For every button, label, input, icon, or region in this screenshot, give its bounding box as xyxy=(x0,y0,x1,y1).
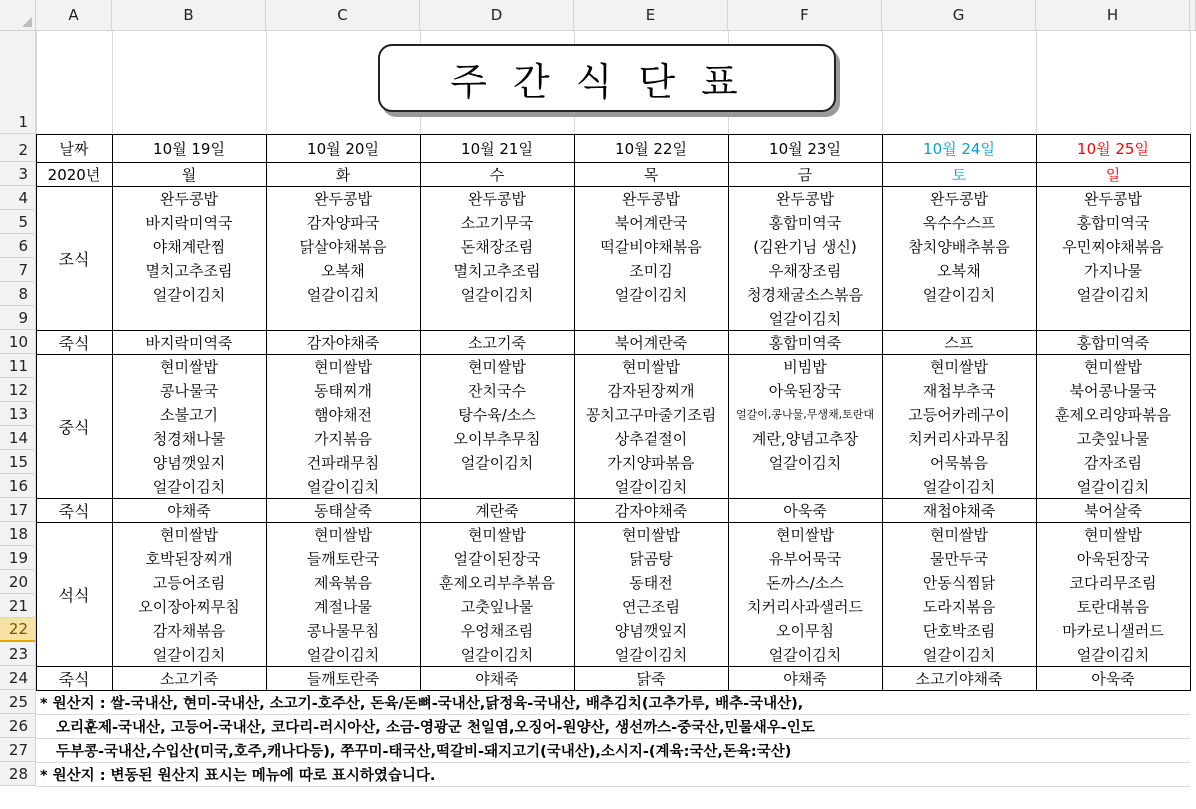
meal-label-dinner[interactable]: 석식 xyxy=(58,585,90,605)
breakfast-menu-item[interactable]: (김완기님 생신) xyxy=(753,237,857,256)
breakfast-menu-item[interactable]: 멸치고추조림 xyxy=(145,261,233,280)
dinner-menu-item[interactable]: 얼갈이김치 xyxy=(614,645,688,664)
porridge-item[interactable]: 홍합미역죽 xyxy=(768,333,842,352)
column-header-d[interactable]: D xyxy=(420,0,574,31)
porridge-item[interactable]: 감자야채죽 xyxy=(614,501,688,520)
lunch-menu-item[interactable]: 현미쌀밥 xyxy=(622,357,680,376)
row-header-7[interactable]: 7 xyxy=(0,258,36,282)
breakfast-menu-item[interactable]: 완두콩밥 xyxy=(314,189,372,208)
porridge-item[interactable]: 야채죽 xyxy=(167,501,211,520)
breakfast-menu-item[interactable]: 소고기무국 xyxy=(460,213,534,232)
column-header-c[interactable]: C xyxy=(266,0,420,31)
gridline xyxy=(266,31,267,134)
porridge-item[interactable]: 들깨토란죽 xyxy=(306,669,380,688)
year-label[interactable]: 2020년 xyxy=(47,165,101,184)
lunch-menu-item[interactable]: 얼갈이김치 xyxy=(152,477,226,496)
dinner-menu-item[interactable]: 얼갈이김치 xyxy=(768,645,842,664)
dinner-menu-item[interactable]: 물만두국 xyxy=(930,549,988,568)
row-header-16[interactable]: 16 xyxy=(0,474,36,498)
porridge-item[interactable]: 북어살죽 xyxy=(1084,501,1142,520)
porridge-item[interactable]: 홍합미역죽 xyxy=(1076,333,1150,352)
column-header-f[interactable]: F xyxy=(728,0,882,31)
gridline xyxy=(36,786,1190,787)
gridline xyxy=(112,31,113,134)
breakfast-menu-item[interactable]: 야채계란찜 xyxy=(152,237,226,256)
row-header-6[interactable]: 6 xyxy=(0,234,36,258)
lunch-menu-item[interactable]: 얼갈이김치 xyxy=(614,477,688,496)
gridline xyxy=(36,31,37,134)
lunch-menu-item[interactable]: 햄야채전 xyxy=(314,405,372,424)
dinner-menu-item[interactable]: 토란대볶음 xyxy=(1076,597,1150,616)
row-header-11[interactable]: 11 xyxy=(0,354,36,378)
dinner-menu-item[interactable]: 현미쌀밥 xyxy=(622,525,680,544)
lunch-menu-item[interactable] xyxy=(728,474,882,498)
weekday-cell[interactable]: 수 xyxy=(489,165,505,184)
dinner-menu-item[interactable]: 얼갈이김치 xyxy=(922,645,996,664)
lunch-menu-item[interactable]: 현미쌀밥 xyxy=(314,357,372,376)
lunch-menu-item[interactable]: 계란,양념고추장 xyxy=(751,429,859,448)
dinner-menu-item[interactable]: 오이장아찌무침 xyxy=(138,597,240,616)
porridge-item[interactable]: 아욱죽 xyxy=(1091,669,1135,688)
lunch-menu-item[interactable]: 재첩부추국 xyxy=(922,381,996,400)
lunch-menu-item[interactable]: 현미쌀밥 xyxy=(1084,357,1142,376)
select-all-corner[interactable] xyxy=(0,0,36,31)
lunch-menu-item[interactable]: 꽁치고구마줄기조림 xyxy=(585,405,717,424)
breakfast-menu-item[interactable]: 얼갈이김치 xyxy=(306,285,380,304)
date-cell[interactable]: 10월 19일 xyxy=(153,139,225,158)
breakfast-menu-item[interactable]: 옥수수스프 xyxy=(922,213,996,232)
row-header-22[interactable]: 22 xyxy=(0,618,36,642)
dinner-menu-item[interactable]: 고춧잎나물 xyxy=(460,597,534,616)
breakfast-menu-item[interactable]: 오복채 xyxy=(321,261,365,280)
page-title: 주간식단표 xyxy=(378,44,836,112)
lunch-menu-item[interactable]: 얼갈이김치 xyxy=(306,477,380,496)
meal-label-porridge[interactable]: 죽식 xyxy=(58,333,90,353)
date-cell[interactable]: 10월 24일 xyxy=(923,139,995,158)
dinner-menu-item[interactable]: 현미쌀밥 xyxy=(160,525,218,544)
row-header-10[interactable]: 10 xyxy=(0,330,36,354)
lunch-menu-item[interactable]: 얼갈이김치 xyxy=(1076,477,1150,496)
dinner-menu-item[interactable]: 현미쌀밥 xyxy=(930,525,988,544)
weekday-cell[interactable]: 화 xyxy=(335,165,351,184)
weekday-cell[interactable]: 금 xyxy=(797,165,813,184)
porridge-item[interactable]: 바지락미역죽 xyxy=(145,333,233,352)
porridge-item[interactable]: 소고기죽 xyxy=(468,333,526,352)
breakfast-menu-item[interactable]: 얼갈이김치 xyxy=(460,285,534,304)
breakfast-menu-item[interactable]: 얼갈이김치 xyxy=(922,285,996,304)
porridge-item[interactable]: 재첩야채죽 xyxy=(922,501,996,520)
row-header-1[interactable]: 1 xyxy=(0,31,36,134)
gridline xyxy=(882,31,883,134)
weekday-cell[interactable]: 월 xyxy=(181,165,197,184)
row-header-4[interactable]: 4 xyxy=(0,186,36,210)
lunch-menu-item[interactable]: 가지양파볶음 xyxy=(607,453,695,472)
column-header-g[interactable]: G xyxy=(882,0,1036,31)
breakfast-menu-item[interactable] xyxy=(112,306,266,330)
date-cell[interactable]: 10월 22일 xyxy=(615,139,687,158)
lunch-menu-item[interactable]: 얼갈이김치 xyxy=(460,453,534,472)
breakfast-menu-item[interactable]: 완두콩밥 xyxy=(776,189,834,208)
porridge-item[interactable]: 계란죽 xyxy=(475,501,519,520)
porridge-item[interactable]: 감자야채죽 xyxy=(306,333,380,352)
dinner-menu-item[interactable]: 들깨토란국 xyxy=(306,549,380,568)
row-header-24[interactable]: 24 xyxy=(0,666,36,690)
dinner-menu-item[interactable]: 훈제오리부추볶음 xyxy=(439,573,555,592)
dinner-menu-item[interactable]: 현미쌀밥 xyxy=(314,525,372,544)
dinner-menu-item[interactable]: 유부어묵국 xyxy=(768,549,842,568)
breakfast-menu-item[interactable]: 청경채굴소스볶음 xyxy=(747,285,863,304)
date-cell[interactable]: 10월 25일 xyxy=(1077,139,1149,158)
lunch-menu-item[interactable]: 탕수육/소스 xyxy=(458,405,536,424)
lunch-menu-item[interactable]: 잔치국수 xyxy=(468,381,526,400)
row-header-17[interactable]: 17 xyxy=(0,498,36,522)
breakfast-menu-item[interactable]: 북어계란국 xyxy=(614,213,688,232)
column-header-b[interactable]: B xyxy=(112,0,266,31)
breakfast-menu-item[interactable]: 오복채 xyxy=(937,261,981,280)
breakfast-menu-item[interactable]: 완두콩밥 xyxy=(1084,189,1142,208)
column-header-h[interactable]: H xyxy=(1036,0,1190,31)
row-header-15[interactable]: 15 xyxy=(0,450,36,474)
row-header-25[interactable]: 25 xyxy=(0,690,36,714)
breakfast-menu-item[interactable]: 얼갈이김치 xyxy=(768,309,842,328)
porridge-item[interactable]: 동태살죽 xyxy=(314,501,372,520)
row-header-14[interactable]: 14 xyxy=(0,426,36,450)
breakfast-menu-item[interactable] xyxy=(574,306,728,330)
lunch-menu-item[interactable]: 건파래무침 xyxy=(306,453,380,472)
dinner-menu-item[interactable]: 도라지볶음 xyxy=(922,597,996,616)
row-header-28[interactable]: 28 xyxy=(0,762,36,786)
select-all-triangle-icon xyxy=(22,17,32,27)
lunch-menu-item[interactable]: 현미쌀밥 xyxy=(468,357,526,376)
dinner-menu-item[interactable]: 치커리사과샐러드 xyxy=(747,597,863,616)
row-header-13[interactable]: 13 xyxy=(0,402,36,426)
row-header-23[interactable]: 23 xyxy=(0,642,36,666)
breakfast-menu-item[interactable]: 완두콩밥 xyxy=(930,189,988,208)
meal-label-breakfast[interactable]: 조식 xyxy=(58,249,90,269)
lunch-menu-item[interactable]: 고춧잎나물 xyxy=(1076,429,1150,448)
lunch-menu-item[interactable]: 얼갈이,콩나물,무생채,토란대 xyxy=(735,408,874,421)
breakfast-menu-item[interactable]: 멸치고추조림 xyxy=(453,261,541,280)
meal-label-porridge[interactable]: 죽식 xyxy=(58,669,90,689)
dinner-menu-item[interactable]: 얼갈이김치 xyxy=(1076,645,1150,664)
dinner-menu-item[interactable]: 현미쌀밥 xyxy=(776,525,834,544)
breakfast-menu-item[interactable]: 홍합미역국 xyxy=(1076,213,1150,232)
lunch-menu-item[interactable]: 오이부추무침 xyxy=(453,429,541,448)
breakfast-menu-item[interactable]: 가지나물 xyxy=(1084,261,1142,280)
weekday-cell[interactable]: 목 xyxy=(643,165,659,184)
date-label[interactable]: 날짜 xyxy=(59,139,89,158)
porridge-item[interactable]: 북어계란죽 xyxy=(614,333,688,352)
lunch-menu-item[interactable]: 상추겉절이 xyxy=(614,429,688,448)
porridge-item[interactable]: 닭죽 xyxy=(636,669,666,688)
lunch-menu-item[interactable]: 청경채나물 xyxy=(152,429,226,448)
gridline xyxy=(1190,31,1191,134)
lunch-menu-item[interactable]: 현미쌀밥 xyxy=(930,357,988,376)
gridline xyxy=(1036,31,1037,134)
column-header-a[interactable]: A xyxy=(36,0,112,31)
lunch-menu-item[interactable]: 얼갈이김치 xyxy=(768,453,842,472)
weekday-cell[interactable]: 토 xyxy=(951,165,967,184)
lunch-menu-item[interactable]: 가지볶음 xyxy=(314,429,372,448)
row-header-9[interactable]: 9 xyxy=(0,306,36,330)
porridge-item[interactable]: 야채죽 xyxy=(475,669,519,688)
dinner-menu-item[interactable]: 고등어조림 xyxy=(152,573,226,592)
meal-label-porridge[interactable]: 죽식 xyxy=(58,501,90,521)
dinner-menu-item[interactable]: 오이무침 xyxy=(776,621,834,640)
weekday-cell[interactable]: 일 xyxy=(1105,165,1121,184)
dinner-menu-item[interactable]: 닭곰탕 xyxy=(629,549,673,568)
breakfast-menu-item[interactable] xyxy=(1036,306,1190,330)
dinner-menu-item[interactable]: 얼갈이김치 xyxy=(460,645,534,664)
dinner-menu-item[interactable]: 콩나물무침 xyxy=(306,621,380,640)
breakfast-menu-item[interactable]: 완두콩밥 xyxy=(160,189,218,208)
breakfast-menu-item[interactable] xyxy=(266,306,420,330)
breakfast-menu-item[interactable]: 얼갈이김치 xyxy=(1076,285,1150,304)
row-header-2[interactable]: 2 xyxy=(0,134,36,162)
porridge-item[interactable]: 아욱죽 xyxy=(783,501,827,520)
dinner-menu-item[interactable]: 현미쌀밥 xyxy=(468,525,526,544)
porridge-item[interactable]: 스프 xyxy=(944,333,974,352)
lunch-menu-item[interactable]: 고등어카레구이 xyxy=(908,405,1010,424)
lunch-menu-item[interactable]: 감자된장찌개 xyxy=(607,381,695,400)
porridge-item[interactable]: 소고기야채죽 xyxy=(915,669,1003,688)
origin-note-line: * 원산지 : 변동된 원산지 표시는 메뉴에 따로 표시하였습니다. xyxy=(40,767,436,784)
dinner-menu-item[interactable]: 단호박조림 xyxy=(922,621,996,640)
dinner-menu-item[interactable]: 계절나물 xyxy=(314,597,372,616)
breakfast-menu-item[interactable]: 우채장조림 xyxy=(768,261,842,280)
lunch-menu-item[interactable]: 얼갈이김치 xyxy=(922,477,996,496)
table-border xyxy=(1190,134,1191,690)
breakfast-menu-item[interactable]: 조미김 xyxy=(629,261,673,280)
dinner-menu-item[interactable]: 양념깻잎지 xyxy=(614,621,688,640)
breakfast-menu-item[interactable]: 바지락미역국 xyxy=(145,213,233,232)
dinner-menu-item[interactable]: 얼갈이된장국 xyxy=(453,549,541,568)
row-header-19[interactable]: 19 xyxy=(0,546,36,570)
breakfast-menu-item[interactable]: 닭살야채볶음 xyxy=(299,237,387,256)
date-cell[interactable]: 10월 21일 xyxy=(461,139,533,158)
origin-note-line: * 원산지 : 쌀-국내산, 현미-국내산, 소고기-호주산, 돈육/돈뼈-국내산,닭정육-국내산, 배추김치(고추가루, 배추-국내산), xyxy=(40,695,804,712)
breakfast-menu-item[interactable]: 참치양배추볶음 xyxy=(908,237,1010,256)
dinner-menu-item[interactable]: 호박된장찌개 xyxy=(145,549,233,568)
column-header-e[interactable]: E xyxy=(574,0,728,31)
date-cell[interactable]: 10월 23일 xyxy=(769,139,841,158)
meal-label-lunch[interactable]: 중식 xyxy=(58,417,90,437)
breakfast-menu-item[interactable]: 얼갈이김치 xyxy=(614,285,688,304)
porridge-item[interactable]: 소고기죽 xyxy=(160,669,218,688)
lunch-menu-item[interactable]: 현미쌀밥 xyxy=(160,357,218,376)
lunch-menu-item[interactable]: 아욱된장국 xyxy=(768,381,842,400)
lunch-menu-item[interactable]: 양념깻잎지 xyxy=(152,453,226,472)
lunch-menu-item[interactable] xyxy=(420,474,574,498)
row-header-5[interactable]: 5 xyxy=(0,210,36,234)
breakfast-menu-item[interactable]: 완두콩밥 xyxy=(468,189,526,208)
lunch-menu-item[interactable]: 소불고기 xyxy=(160,405,218,424)
breakfast-menu-item[interactable]: 돈채장조림 xyxy=(460,237,534,256)
dinner-menu-item[interactable]: 아욱된장국 xyxy=(1076,549,1150,568)
porridge-item[interactable]: 야채죽 xyxy=(783,669,827,688)
dinner-menu-item[interactable]: 코다리무조림 xyxy=(1069,573,1157,592)
breakfast-menu-item[interactable]: 얼갈이김치 xyxy=(152,285,226,304)
dinner-menu-item[interactable]: 감자채볶음 xyxy=(152,621,226,640)
breakfast-menu-item[interactable] xyxy=(882,306,1036,330)
dinner-menu-item[interactable]: 연근조림 xyxy=(622,597,680,616)
row-header-12[interactable]: 12 xyxy=(0,378,36,402)
lunch-menu-item[interactable]: 북어콩나물국 xyxy=(1069,381,1157,400)
row-header-18[interactable]: 18 xyxy=(0,522,36,546)
breakfast-menu-item[interactable] xyxy=(420,306,574,330)
date-cell[interactable]: 10월 20일 xyxy=(307,139,379,158)
lunch-menu-item[interactable]: 어묵볶음 xyxy=(930,453,988,472)
dinner-menu-item[interactable]: 얼갈이김치 xyxy=(306,645,380,664)
lunch-menu-item[interactable]: 치커리사과무침 xyxy=(908,429,1010,448)
breakfast-menu-item[interactable]: 떡갈비야채볶음 xyxy=(600,237,702,256)
dinner-menu-item[interactable]: 현미쌀밥 xyxy=(1084,525,1142,544)
row-header-27[interactable]: 27 xyxy=(0,738,36,762)
breakfast-menu-item[interactable]: 홍합미역국 xyxy=(768,213,842,232)
breakfast-menu-item[interactable]: 완두콩밥 xyxy=(622,189,680,208)
dinner-menu-item[interactable]: 제육볶음 xyxy=(314,573,372,592)
dinner-menu-item[interactable]: 안동식찜닭 xyxy=(922,573,996,592)
breakfast-menu-item[interactable]: 우민찌야채볶음 xyxy=(1062,237,1164,256)
lunch-menu-item[interactable]: 동태찌개 xyxy=(314,381,372,400)
dinner-menu-item[interactable]: 우엉채조림 xyxy=(460,621,534,640)
breakfast-menu-item[interactable]: 감자양파국 xyxy=(306,213,380,232)
lunch-menu-item[interactable]: 감자조림 xyxy=(1084,453,1142,472)
dinner-menu-item[interactable]: 얼갈이김치 xyxy=(152,645,226,664)
column-header-filler xyxy=(1190,0,1196,31)
dinner-menu-item[interactable]: 돈까스/소스 xyxy=(766,573,844,592)
row-header-21[interactable]: 21 xyxy=(0,594,36,618)
lunch-menu-item[interactable]: 비빔밥 xyxy=(783,357,827,376)
lunch-menu-item[interactable]: 콩나물국 xyxy=(160,381,218,400)
dinner-menu-item[interactable]: 동태전 xyxy=(629,573,673,592)
row-header-8[interactable]: 8 xyxy=(0,282,36,306)
row-header-20[interactable]: 20 xyxy=(0,570,36,594)
origin-note-line: 오리훈제-국내산, 고등어-국내산, 코다리-러시아산, 소금-영광군 천일염,오징어-원양산, 생선까스-중국산,민물새우-인도 xyxy=(56,719,815,736)
lunch-menu-item[interactable]: 훈제오리양파볶음 xyxy=(1055,405,1171,424)
row-header-3[interactable]: 3 xyxy=(0,162,36,186)
origin-note-line: 두부콩-국내산,수입산(미국,호주,캐나다등), 쭈꾸미-태국산,떡갈비-돼지고기(국내산),소시지-(계육:국산,돈육:국산) xyxy=(56,743,792,760)
row-header-26[interactable]: 26 xyxy=(0,714,36,738)
dinner-menu-item[interactable]: 마카로니샐러드 xyxy=(1062,621,1164,640)
